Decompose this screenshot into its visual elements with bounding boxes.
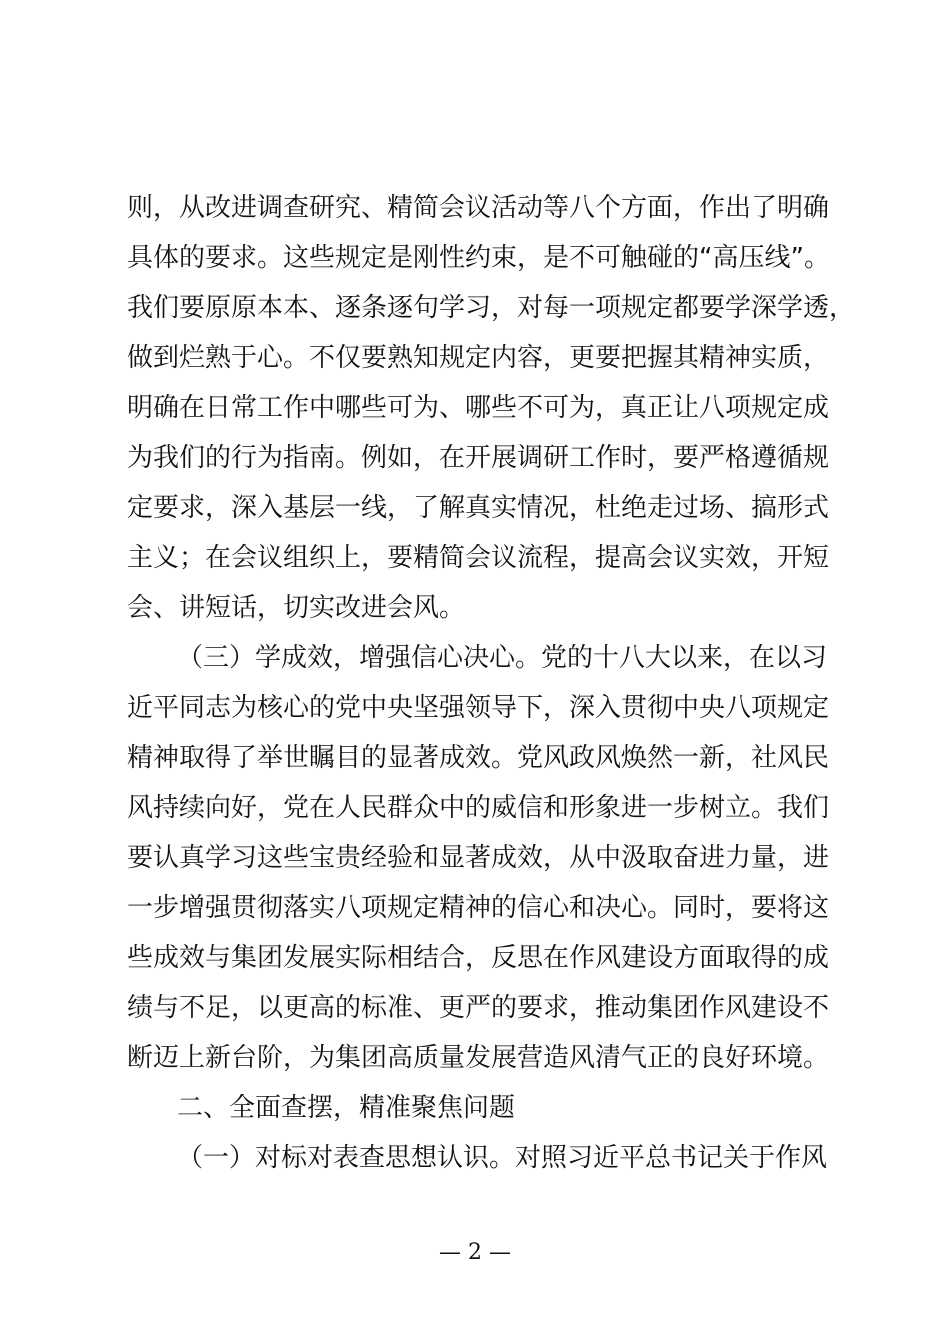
subsection-heading-line: （三）学成效，增强信心决心。党的十八大以来，在以习 [177, 643, 828, 673]
body-text-line: 明确在日常工作中哪些可为、哪些不可为，真正让八项规定成 [127, 393, 830, 423]
subsection-heading-line: （一）对标对表查思想认识。对照习近平总书记关于作风 [177, 1143, 828, 1173]
body-text-line: 会、讲短话，切实改进会风。 [127, 593, 466, 623]
body-text-line: 绩与不足，以更高的标准、更严的要求，推动集团作风建设不 [127, 993, 830, 1023]
page-number: — 2 — [439, 1240, 511, 1265]
body-text-line: 为我们的行为指南。例如，在开展调研工作时，要严格遵循规 [127, 443, 830, 473]
body-text-line: 主义；在会议组织上，要精简会议流程，提高会议实效，开短 [127, 543, 830, 573]
body-text-line: 我们要原原本本、逐条逐句学习，对每一项规定都要学深学透， [127, 293, 856, 323]
body-text-line: 则，从改进调查研究、精简会议活动等八个方面，作出了明确 [127, 193, 830, 223]
body-text-line: 定要求，深入基层一线，了解真实情况，杜绝走过场、搞形式 [127, 493, 830, 523]
body-text-line: 断迈上新台阶，为集团高质量发展营造风清气正的良好环境。 [127, 1043, 830, 1073]
body-text-line: 风持续向好，党在人民群众中的威信和形象进一步树立。我们 [127, 793, 830, 823]
body-text-line: 近平同志为核心的党中央坚强领导下，深入贯彻中央八项规定 [127, 693, 830, 723]
body-text-line: 精神取得了举世瞩目的显著成效。党风政风焕然一新，社风民 [127, 743, 830, 773]
body-text-line: 一步增强贯彻落实八项规定精神的信心和决心。同时，要将这 [127, 893, 830, 923]
section-heading: 二、全面查摆，精准聚焦问题 [177, 1093, 516, 1123]
body-text-line: 做到烂熟于心。不仅要熟知规定内容，更要把握其精神实质， [127, 343, 830, 373]
body-text-line: 要认真学习这些宝贵经验和显著成效，从中汲取奋进力量，进 [127, 843, 830, 873]
body-text-line: 些成效与集团发展实际相结合，反思在作风建设方面取得的成 [127, 943, 830, 973]
body-text-line: 具体的要求。这些规定是刚性约束，是不可触碰的“高压线”。 [127, 243, 830, 273]
